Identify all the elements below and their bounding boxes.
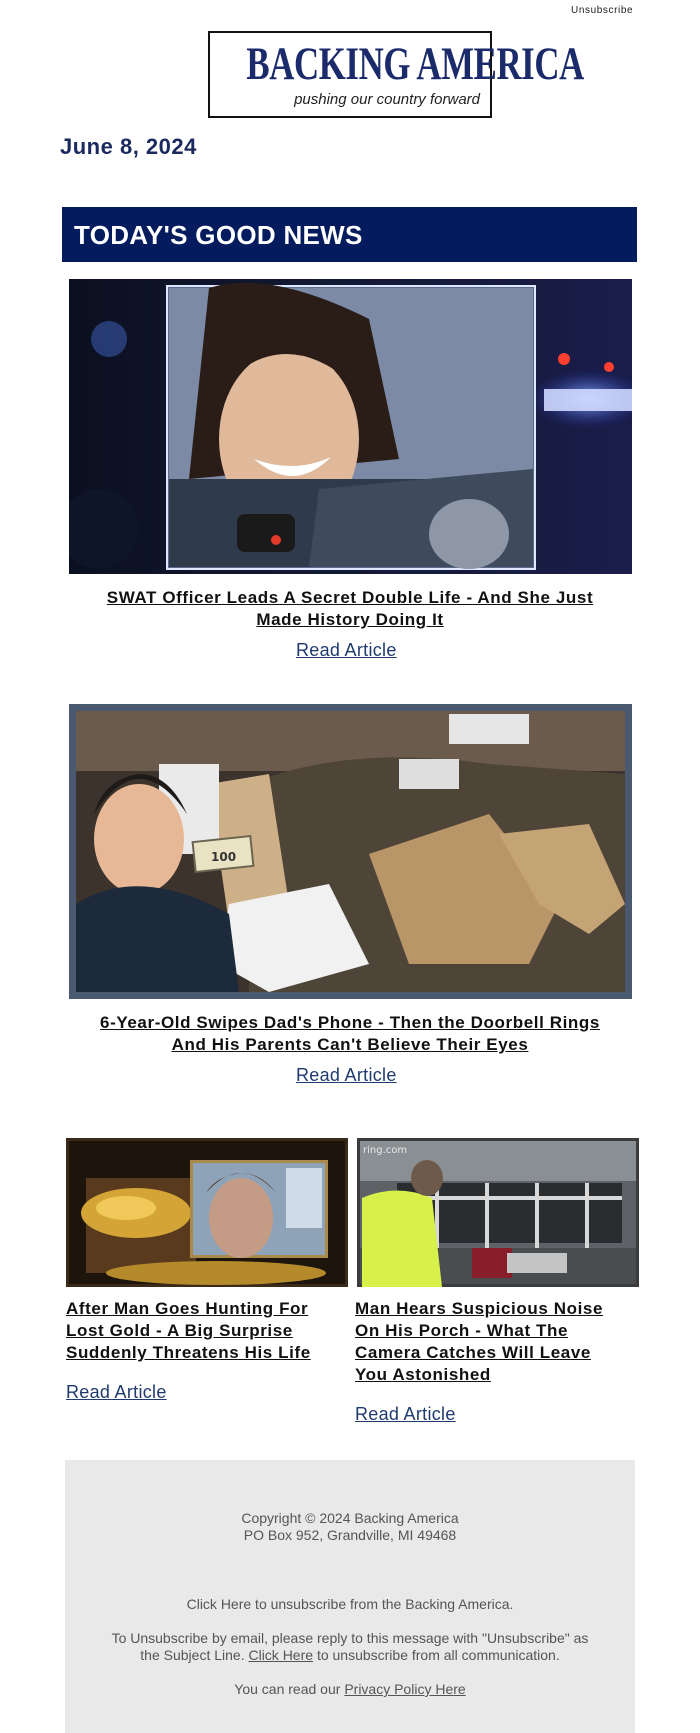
newsletter-date: June 8, 2024 — [60, 134, 197, 159]
article-4-headline-line-3[interactable]: Camera Catches Will Leave — [355, 1343, 591, 1362]
logo-tagline: pushing our country forward — [294, 91, 480, 108]
article-3-headline[interactable] — [66, 1298, 351, 1364]
article-4-headline-line-2[interactable]: On His Porch - What The — [355, 1321, 569, 1340]
article-4-headline-line-4[interactable]: You Astonished — [355, 1365, 491, 1384]
porch-camera-photo-icon — [357, 1138, 639, 1287]
boy-with-bill-photo-icon — [69, 704, 632, 999]
article-3-read-link[interactable]: Read Article — [66, 1382, 167, 1402]
article-2-image[interactable] — [69, 704, 632, 999]
article-3-image[interactable] — [66, 1138, 348, 1287]
footer — [65, 1460, 635, 1733]
article-3-headline-line-1[interactable]: After Man Goes Hunting For — [66, 1299, 309, 1318]
article-4-headline[interactable] — [355, 1298, 645, 1386]
article-4-image[interactable] — [357, 1138, 639, 1287]
bill-value: 100 — [211, 850, 237, 864]
footer-email-unsub-line-2 — [65, 1647, 635, 1664]
privacy-policy-link[interactable]: Privacy Policy Here — [344, 1681, 466, 1697]
article-2-headline-line-1[interactable]: 6-Year-Old Swipes Dad's Phone - Then the Doorbell Rings — [100, 1013, 600, 1032]
ring-watermark: ring.com — [363, 1145, 408, 1156]
banner-title: TODAY'S GOOD NEWS — [74, 220, 363, 250]
logo-title: BACKING AMERICA — [246, 38, 584, 90]
section-banner — [62, 207, 637, 262]
email-unsub-post: to unsubscribe from all communication. — [316, 1647, 560, 1663]
email-unsub-pre: the Subject Line. — [140, 1647, 245, 1663]
article-2-read-link[interactable]: Read Article — [296, 1065, 397, 1085]
logo[interactable] — [208, 31, 584, 118]
article-3-headline-line-3[interactable]: Suddenly Threatens His Life — [66, 1343, 311, 1362]
footer-copyright: Copyright © 2024 Backing America — [241, 1510, 459, 1526]
article-1-read-link[interactable]: Read Article — [296, 640, 397, 660]
click-here-link[interactable]: Click Here — [248, 1647, 314, 1663]
police-officer-photo-icon — [69, 279, 632, 574]
article-2-headline-line-2[interactable]: And His Parents Can't Believe Their Eyes — [171, 1035, 529, 1054]
article-1-headline-line-2[interactable]: Made History Doing It — [256, 610, 444, 629]
footer-address: PO Box 952, Grandville, MI 49468 — [243, 1527, 457, 1543]
article-1-headline-line-1[interactable]: SWAT Officer Leads A Secret Double Life - And She Just — [106, 588, 594, 607]
article-1-image[interactable] — [69, 279, 632, 574]
article-3-headline-line-2[interactable]: Lost Gold - A Big Surprise — [66, 1321, 293, 1340]
footer-email-unsub-line-1: To Unsubscribe by email, please reply to this message with "Unsubscribe" as — [111, 1630, 589, 1646]
footer-privacy — [65, 1681, 635, 1698]
article-4-read-link[interactable]: Read Article — [355, 1404, 456, 1424]
privacy-pre: You can read our — [234, 1681, 341, 1697]
footer-unsubscribe-link[interactable]: Click Here to unsubscribe from the Backing America. — [186, 1596, 514, 1612]
article-2-headline[interactable] — [70, 1012, 630, 1056]
unsubscribe-link[interactable]: Unsubscribe — [571, 5, 634, 16]
article-4-headline-line-1[interactable]: Man Hears Suspicious Noise — [355, 1299, 604, 1318]
treasure-chest-photo-icon — [66, 1138, 348, 1287]
article-1-headline[interactable] — [75, 587, 625, 631]
